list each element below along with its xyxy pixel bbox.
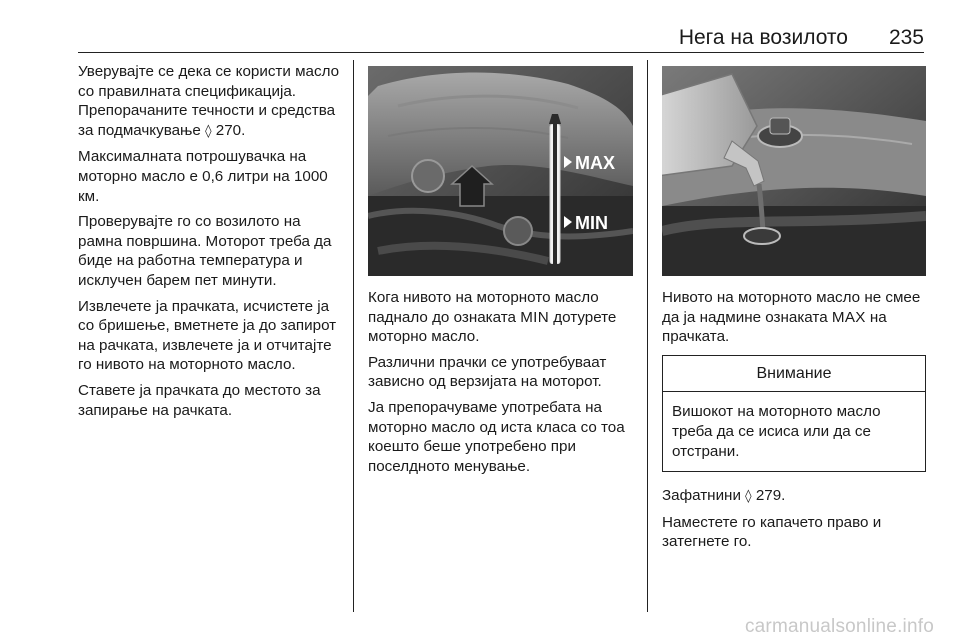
- paragraph-max-level: Нивото на моторното масло не смее да ја надмине ознаката MAX на прачката.: [662, 289, 921, 346]
- paragraph-consumption: Максималната потрошувачка на моторно масло е 0,6 литри на 1000 км.: [78, 148, 328, 205]
- max-label: MAX: [575, 153, 615, 173]
- paragraph-oil-recommendation: Ја препорачуваме употребата на моторно масло од иста класа со тоа коешто беше употребено при поселдното менување.: [368, 398, 625, 475]
- paragraph-dipstick-procedure: Извлечете ја прачката, исчистете ја со бришење, вметнете ја до запирот на рачката, извлечете ја и отчитајте го нивото на моторното масло.: [78, 297, 337, 374]
- caution-title: Внимание: [663, 356, 925, 393]
- column-divider-2: [647, 60, 648, 612]
- page-reference: 279.: [755, 487, 786, 505]
- oil-refill-figure: [662, 66, 926, 276]
- column-1: [78, 62, 343, 426]
- reference-arrow-icon: ◊: [205, 123, 212, 139]
- caution-notice: [662, 355, 926, 472]
- paragraph-level-surface: Проверувајте го со возилото на рамна површина. Моторот треба да биде на работна температура и исклучен барем пет минути.: [78, 213, 332, 289]
- paragraph-capacities: Зафатнини ◊ 279.: [662, 487, 786, 505]
- paragraph-min-level: Кога нивото на моторното масло паднало до ознаката MIN дотурете моторно масло.: [368, 289, 617, 346]
- page-number: 235: [888, 26, 924, 49]
- header-title: Нега на возилото: [678, 26, 848, 49]
- engine-dipstick-illustration: [368, 66, 633, 276]
- header-rule: [78, 52, 924, 53]
- min-label: MIN: [575, 213, 608, 233]
- column-divider-1: [353, 60, 354, 612]
- engine-dipstick-figure: [368, 66, 633, 276]
- min-mark: MIN: [520, 308, 549, 326]
- page-reference: 270.: [215, 121, 246, 139]
- paragraph-cap-instruction: Наместете го капачето право и затегнете го.: [662, 513, 882, 551]
- watermark: carmanualsonline.info: [744, 616, 934, 637]
- oil-refill-illustration: [662, 66, 926, 276]
- reference-arrow-icon: ◊: [745, 489, 752, 505]
- max-mark: MAX: [831, 308, 866, 326]
- paragraph-return-dipstick: Ставете ја прачката до местото за запирање на рачката.: [78, 381, 321, 419]
- column-2: [368, 288, 633, 482]
- paragraph-dipstick-versions: Различни прачки се употребуваат зависно од верзијата на моторот.: [368, 353, 607, 391]
- caution-body: Вишокот на моторното масло треба да се исиса или да се отстрани.: [672, 403, 881, 460]
- paragraph-spec: Уверувајте се дека се користи масло со правилната спецификација. Препорачаните течности и средства за подмачкување ◊ 270.: [78, 63, 340, 139]
- column-3: [662, 288, 926, 558]
